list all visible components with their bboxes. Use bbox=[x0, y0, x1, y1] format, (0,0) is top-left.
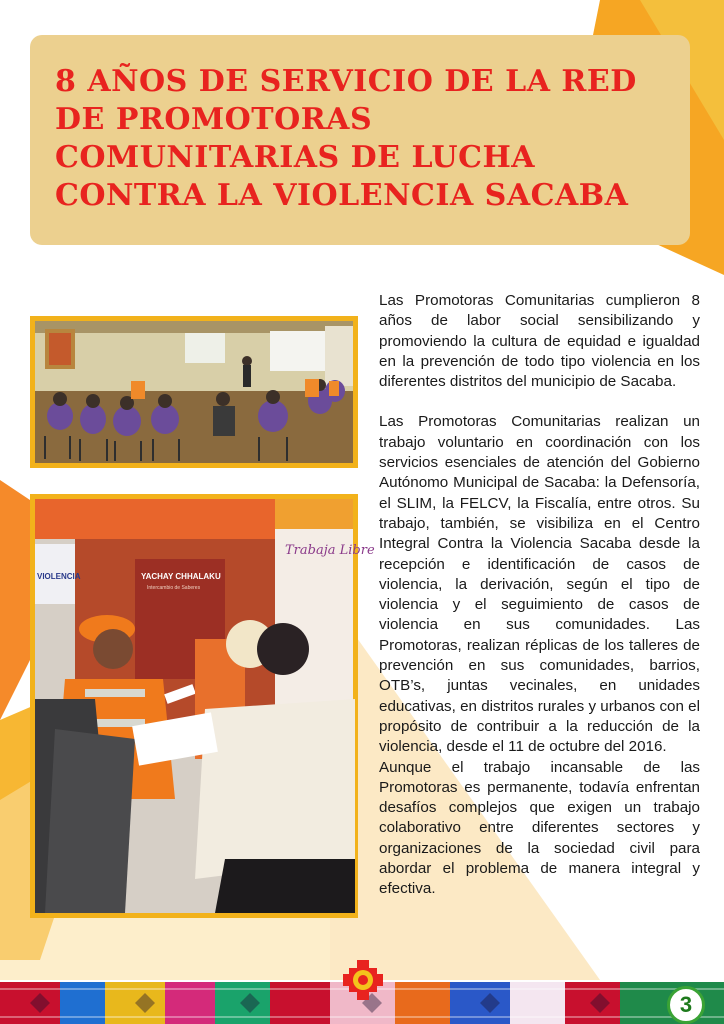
banner-text: Trabaja Libre bbox=[285, 543, 375, 558]
paragraph-1: Las Promotoras Comunitarias cumplieron 8 años de labor social sensibilizando y promoviendo la cultura de equidad e igualdad en la prevención de todo tipo violencia en los diferentes distritos del municipio de Sacaba. bbox=[379, 292, 700, 391]
left-sign: VIOLENCIA bbox=[37, 572, 81, 581]
booth-photo bbox=[30, 494, 375, 918]
page-title: 8 AÑOS DE SERVICIO DE LA RED DE PROMOTORAS COMUNITARIAS DE LUCHA CONTRA LA VIOLENCIA SACABA bbox=[55, 64, 637, 213]
chakana-emblem-icon bbox=[343, 960, 383, 1000]
workshop-photo bbox=[30, 316, 358, 468]
page-number: 3 bbox=[667, 986, 705, 1024]
paragraph-2: Las Promotoras Comunitarias realizan un trabajo voluntario en coordinación con los servicios esenciales de atención del Gobierno Autónomo Municipal de Sacaba: la Defensoría, el SLIM, la FELCV, la Fiscalía, entre otros. Su trabajo, también, se visibiliza en el Centro Integral Contra la Violencia Sacaba desde la recepción e identificación de casos de violencia, la derivación, según el tipo de violencia y el seguimiento de casos de violencia en sus comunidades. Las Promotoras, realizan réplicas de los talleres de prevención en sus comunidades, barrios, OTB’s, juntas vecinales, en unidades educativas, en distritos rurales y urbanos con el propósito de contribuir a la reducción de la violencia, desde el 11 de octubre del 2016. bbox=[379, 413, 700, 756]
booth-sign-sub: Intercambio de Saberes bbox=[147, 585, 201, 591]
paragraph-3: Aunque el trabajo incansable de las Promotoras es permanente, todavía enfrentan desafíos complejos que exigen un trabajo colaborativo entre diferentes sectores y organizaciones de la sociedad civil para abordar el problema de manera integral y efectiva. bbox=[379, 758, 700, 898]
booth-sign: YACHAY CHHALAKU bbox=[141, 572, 221, 581]
article-body bbox=[379, 291, 700, 900]
